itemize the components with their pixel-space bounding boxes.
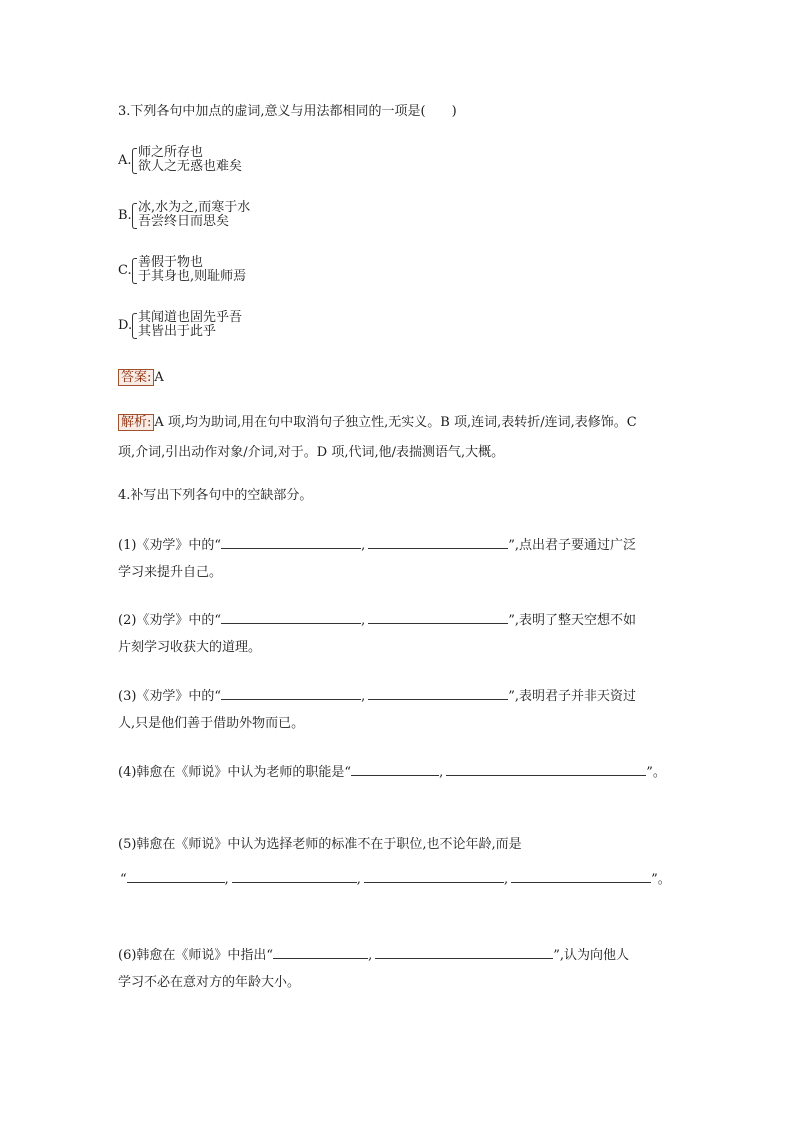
- option-letter: D.: [118, 318, 133, 333]
- item-suffix: ”。: [651, 872, 671, 887]
- fill-item-6: [118, 945, 629, 963]
- answer-value: A: [154, 370, 164, 385]
- item-suffix: ”,表明了整天空想不如: [508, 613, 636, 628]
- answer-tag: 答案:: [118, 369, 154, 386]
- answer-row: [118, 369, 164, 386]
- item-suffix: ”。: [646, 765, 666, 780]
- blank-field[interactable]: [351, 762, 439, 776]
- question-4-title: 4.补写出下列各句中的空缺部分。: [118, 488, 313, 503]
- option-line-2: 吾尝终日而思矣: [138, 214, 230, 229]
- item-suffix: ”,点出君子要通过广泛: [508, 538, 636, 553]
- option-line-2: 于其身也,则耻师焉: [138, 269, 247, 284]
- blank-field[interactable]: [221, 610, 361, 624]
- fill-item-1-cont: 学习来提升自己。: [118, 565, 223, 580]
- option-line-1: 善假于物也: [138, 255, 204, 270]
- item-prefix: (2)《劝学》中的“: [118, 613, 222, 628]
- blank-field[interactable]: [221, 686, 361, 700]
- option-letter: B.: [118, 208, 132, 223]
- option-line-2: 其皆出于此乎: [138, 324, 217, 339]
- item-prefix: (6)韩愈在《师说》中指出“: [118, 948, 274, 963]
- item-prefix: (4)韩愈在《师说》中认为老师的职能是“: [118, 765, 352, 780]
- explanation-text-1: A 项,均为助词,用在句中取消句子独立性,无实义。B 项,连词,表转折/连词,表修饰。C: [154, 415, 637, 430]
- brace-icon: [132, 258, 137, 284]
- blank-field[interactable]: [446, 762, 646, 776]
- option-letter: A.: [118, 153, 132, 168]
- fill-item-3-cont: 人,只是他们善于借助外物而已。: [118, 716, 305, 731]
- item-separator: ,: [356, 872, 361, 887]
- fill-item-5: (5)韩愈在《师说》中认为选择老师的标准不在于职位,也不论年龄,而是: [118, 837, 522, 852]
- fill-item-5-blanks: [120, 869, 671, 887]
- brace-icon: [132, 203, 137, 229]
- option-line-1: 其闻道也固先乎吾: [138, 310, 243, 325]
- blank-field[interactable]: [511, 869, 651, 883]
- item-prefix: (1)《劝学》中的“: [118, 538, 222, 553]
- item-separator: ,: [503, 872, 509, 887]
- blank-field[interactable]: [375, 945, 553, 959]
- item-separator: ,: [361, 538, 366, 553]
- item-separator: ,: [439, 765, 444, 780]
- blank-field[interactable]: [127, 869, 225, 883]
- blank-field[interactable]: [364, 869, 504, 883]
- fill-item-2: [118, 610, 636, 628]
- explanation-tag: 解析:: [118, 414, 154, 431]
- item-suffix: ”,表明君子并非天资过: [508, 689, 636, 704]
- fill-item-6-cont: 学习不必在意对方的年龄大小。: [118, 975, 301, 990]
- blank-field[interactable]: [368, 610, 508, 624]
- fill-item-1: [118, 535, 636, 553]
- explanation-row: [118, 414, 637, 431]
- item-separator: ,: [361, 613, 366, 628]
- fill-item-2-cont: 片刻学习收获大的道理。: [118, 640, 262, 655]
- blank-field[interactable]: [368, 535, 508, 549]
- item-separator: ,: [361, 689, 366, 704]
- fill-item-4: [118, 762, 666, 780]
- item-separator: ,: [224, 872, 229, 887]
- item-prefix: (3)《劝学》中的“: [118, 689, 222, 704]
- brace-icon: [132, 313, 137, 339]
- blank-field[interactable]: [368, 686, 508, 700]
- question-3-title: 3.下列各句中加点的虚词,意义与用法都相同的一项是( ): [118, 104, 457, 119]
- open-quote: “: [120, 872, 127, 887]
- blank-field[interactable]: [273, 945, 368, 959]
- option-letter: C.: [118, 263, 132, 278]
- brace-icon: [132, 148, 137, 174]
- explanation-text-2: 项,介词,引出动作对象/介词,对于。D 项,代词,他/表揣测语气,大概。: [118, 445, 505, 460]
- option-line-1: 冰,水为之,而寒于水: [138, 200, 251, 215]
- blank-field[interactable]: [232, 869, 357, 883]
- option-line-2: 欲人之无惑也难矣: [138, 159, 243, 174]
- item-suffix: ”,认为向他人: [553, 948, 629, 963]
- blank-field[interactable]: [221, 535, 361, 549]
- option-line-1: 师之所存也: [138, 145, 204, 160]
- item-separator: ,: [368, 948, 373, 963]
- fill-item-3: [118, 686, 636, 704]
